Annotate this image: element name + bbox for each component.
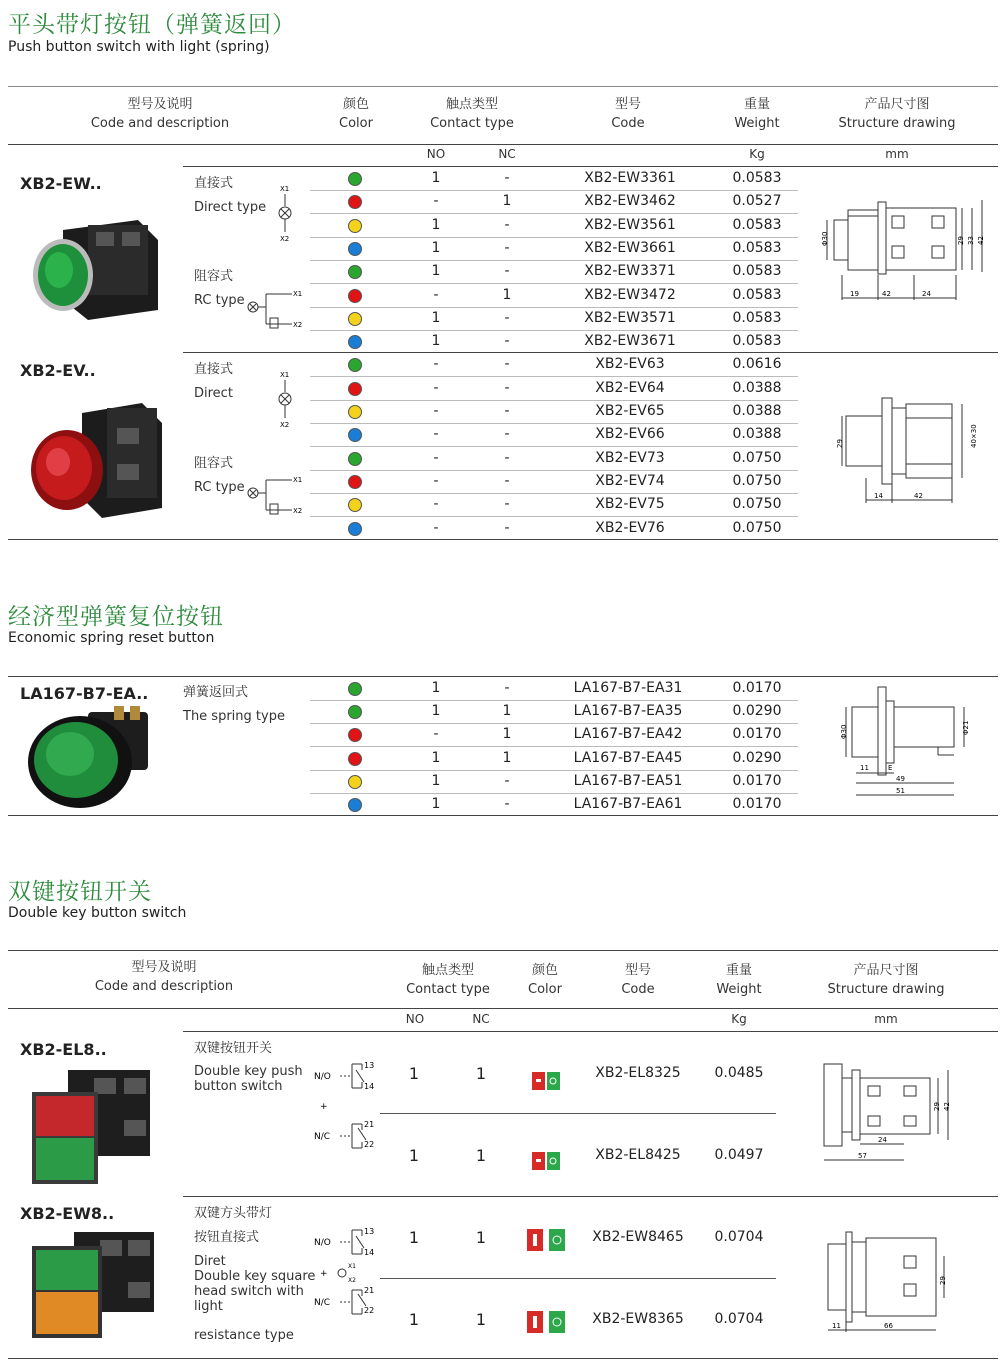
contact-no-cell: - <box>433 519 439 536</box>
svg-text:N/O: N/O <box>314 1238 331 1248</box>
code-cell: XB2-EW3472 <box>584 286 676 303</box>
unit-kg: Kg <box>731 1012 747 1026</box>
subtype-cn: 按钮直接式 <box>194 1230 260 1245</box>
svg-text:29: 29 <box>957 236 965 245</box>
section3-title: 双键按钮开关 <box>8 879 152 905</box>
contact-nc-cell: - <box>504 449 510 466</box>
code-cell: XB2-EW3462 <box>584 193 676 210</box>
weight-cell: 0.0583 <box>732 286 782 303</box>
unit-kg: Kg <box>749 147 765 161</box>
code-cell: LA167-B7-EA35 <box>573 703 683 720</box>
contact-no-cell: 1 <box>431 749 441 766</box>
contact-no-cell: 1 <box>408 1146 420 1165</box>
svg-text:13: 13 <box>364 1061 375 1070</box>
section2-title: 经济型弹簧复位按钮 <box>8 604 224 630</box>
double-key-button-image <box>28 1064 158 1188</box>
subtype-en: The spring type <box>183 709 285 724</box>
contact-nc-cell: - <box>504 309 510 326</box>
contact-nc-cell: - <box>504 263 510 280</box>
weight-cell: 0.0170 <box>732 772 782 789</box>
color-indicator-icon <box>348 289 362 303</box>
structure-drawing <box>812 180 992 305</box>
svg-text:29: 29 <box>939 1276 947 1285</box>
contact-no-cell: 1 <box>431 239 441 256</box>
divider <box>183 1031 998 1032</box>
svg-text:E: E <box>888 764 893 772</box>
code-cell: LA167-B7-EA61 <box>573 796 683 812</box>
color-indicator-icon <box>348 195 362 209</box>
svg-text:42: 42 <box>943 1102 951 1111</box>
color-indicator-icon <box>348 682 362 696</box>
svg-text:40×30: 40×30 <box>970 424 978 448</box>
weight-cell: 0.0750 <box>732 496 782 513</box>
code-cell: XB2-EW3361 <box>584 170 676 186</box>
contact-nc-cell: - <box>504 519 510 536</box>
code-cell: XB2-EL8325 <box>595 1065 681 1081</box>
svg-text:21: 21 <box>364 1286 375 1295</box>
rc-circuit-icon <box>244 286 308 334</box>
divider <box>183 352 998 353</box>
svg-text:24: 24 <box>878 1136 887 1144</box>
header-drawing: 产品尺寸图 Structure drawing <box>838 97 956 131</box>
svg-text:57: 57 <box>858 1152 867 1160</box>
subtype-cn: 直接式 <box>194 176 234 191</box>
code-cell: XB2-EV64 <box>595 379 665 396</box>
color-indicator-icon <box>348 705 362 719</box>
contact-no-cell: 1 <box>431 772 441 789</box>
weight-cell: 0.0170 <box>732 726 782 743</box>
divider <box>380 1278 776 1279</box>
color-indicator-icon <box>348 382 362 396</box>
svg-text:N/O: N/O <box>314 1072 331 1082</box>
weight-cell: 0.0388 <box>732 426 782 443</box>
svg-text:X1: X1 <box>280 371 290 379</box>
color-indicator-icon <box>348 335 362 349</box>
code-cell: XB2-EW3661 <box>584 239 676 256</box>
unit-nc: NC <box>498 147 516 161</box>
weight-cell: 0.0170 <box>732 796 782 812</box>
weight-cell: 0.0583 <box>732 170 782 186</box>
color-indicator-icon <box>348 265 362 279</box>
code-cell: LA167-B7-EA42 <box>573 726 683 743</box>
contact-no-cell: 1 <box>431 333 441 350</box>
svg-text:X2: X2 <box>348 1277 356 1284</box>
weight-cell: 0.0750 <box>732 449 782 466</box>
header-model: 型号 Code <box>611 97 645 131</box>
svg-text:66: 66 <box>884 1322 893 1330</box>
svg-text:X1: X1 <box>293 476 303 484</box>
contact-nc-cell: - <box>504 379 510 396</box>
header-code: 型号及说明 Code and description <box>90 97 230 131</box>
svg-text:X2: X2 <box>280 235 290 243</box>
weight-cell: 0.0388 <box>732 403 782 419</box>
contact-no-cell: - <box>433 403 439 419</box>
code-cell: XB2-EW3371 <box>584 263 676 280</box>
contact-no-cell: - <box>433 193 439 210</box>
svg-text:Φ21: Φ21 <box>962 720 970 735</box>
weight-cell: 0.0583 <box>732 309 782 326</box>
contact-no-cell: - <box>433 286 439 303</box>
svg-text:29: 29 <box>836 439 844 448</box>
double-key-color-icon <box>532 1072 560 1090</box>
header-contact: 触点类型 Contact type <box>406 963 490 997</box>
divider <box>183 1196 998 1197</box>
contact-no-cell: 1 <box>431 263 441 280</box>
code-cell: XB2-EW8365 <box>592 1311 684 1327</box>
svg-text:51: 51 <box>896 787 905 795</box>
color-indicator-icon <box>348 775 362 789</box>
subtype-cn: 双键方头带灯 <box>194 1206 273 1221</box>
subtype-en: resistance type <box>194 1328 294 1343</box>
contact-no-cell: - <box>433 496 439 513</box>
contact-nc-cell: - <box>504 496 510 513</box>
code-cell: XB2-EW3671 <box>584 333 676 350</box>
color-indicator-icon <box>348 219 362 233</box>
svg-text:+: + <box>320 1269 328 1279</box>
color-indicator-icon <box>348 428 362 442</box>
svg-text:Φ30: Φ30 <box>840 724 848 739</box>
code-cell: XB2-EV65 <box>595 403 665 419</box>
code-cell: XB2-EV75 <box>595 496 665 513</box>
header-weight: 重量 Weight <box>716 963 762 997</box>
svg-text:X1: X1 <box>348 1263 356 1270</box>
svg-text:14: 14 <box>874 492 883 500</box>
contact-nc-cell: - <box>504 356 510 373</box>
contact-no-cell: 1 <box>431 309 441 326</box>
weight-cell: 0.0388 <box>732 379 782 396</box>
code-cell: LA167-B7-EA31 <box>573 680 683 696</box>
contact-nc-cell: 1 <box>502 726 512 743</box>
contact-nc-cell: 1 <box>475 1146 487 1165</box>
svg-text:N/C: N/C <box>314 1298 331 1308</box>
svg-text:22: 22 <box>364 1140 375 1149</box>
svg-text:42: 42 <box>882 290 891 298</box>
code-cell: XB2-EV73 <box>595 449 665 466</box>
weight-cell: 0.0290 <box>732 703 782 720</box>
code-cell: LA167-B7-EA51 <box>573 772 683 789</box>
contact-no-cell: 1 <box>408 1064 420 1083</box>
contact-no-cell: - <box>433 472 439 489</box>
svg-text:42: 42 <box>977 236 985 245</box>
color-indicator-icon <box>348 358 362 372</box>
contact-nc-cell: - <box>504 170 510 186</box>
contact-no-cell: 1 <box>408 1310 420 1329</box>
weight-cell: 0.0485 <box>714 1065 764 1081</box>
contact-nc-cell: - <box>504 333 510 350</box>
subtype-en: Double key push <box>194 1064 303 1079</box>
svg-text:49: 49 <box>896 775 905 783</box>
header-weight: 重量 Weight <box>734 97 780 131</box>
contact-nc-cell: - <box>504 403 510 419</box>
svg-text:X2: X2 <box>293 507 303 515</box>
svg-text:N/C: N/C <box>314 1132 331 1142</box>
header-color: 颜色 Color <box>339 97 373 131</box>
section1-title: 平头带灯按钮（弹簧返回） <box>8 12 296 38</box>
header-model: 型号 Code <box>621 963 655 997</box>
contact-no-cell: 1 <box>431 170 441 186</box>
weight-cell: 0.0616 <box>732 356 782 373</box>
subtype-cn: 直接式 <box>194 362 234 377</box>
divider <box>8 815 998 816</box>
subtype-cn: 双键按钮开关 <box>194 1041 273 1056</box>
weight-cell: 0.0704 <box>714 1229 764 1245</box>
weight-cell: 0.0527 <box>732 193 782 210</box>
header-drawing: 产品尺寸图 Structure drawing <box>827 963 945 997</box>
weight-cell: 0.0290 <box>732 749 782 766</box>
subtype-en: button switch <box>194 1079 283 1094</box>
code-cell: XB2-EW3571 <box>584 309 676 326</box>
svg-text:X2: X2 <box>293 321 303 329</box>
rc-circuit-icon <box>244 472 308 520</box>
contact-no-cell: 1 <box>431 703 441 720</box>
code-cell: XB2-EV63 <box>595 356 665 373</box>
contact-no-cell: - <box>433 379 439 396</box>
svg-text:14: 14 <box>364 1248 375 1257</box>
svg-text:X2: X2 <box>280 421 290 429</box>
subtype-en: Double key square <box>194 1269 316 1284</box>
contact-no-cell: - <box>433 426 439 443</box>
divider <box>380 1113 776 1114</box>
divider <box>8 950 998 951</box>
svg-text:24: 24 <box>922 290 931 298</box>
contact-symbol-icon <box>312 1056 382 1148</box>
color-indicator-icon <box>348 452 362 466</box>
model-name: XB2-EW.. <box>20 174 102 193</box>
color-indicator-icon <box>348 172 362 186</box>
contact-no-cell: - <box>433 356 439 373</box>
contact-no-cell: 1 <box>431 680 441 696</box>
double-key-color-icon <box>532 1152 560 1170</box>
header-code: 型号及说明 Code and description <box>94 960 234 994</box>
svg-text:22: 22 <box>364 1306 375 1315</box>
direct-circuit-icon <box>270 368 300 430</box>
svg-text:21: 21 <box>364 1120 375 1129</box>
contact-nc-cell: 1 <box>502 749 512 766</box>
svg-text:X1: X1 <box>293 290 303 298</box>
svg-text:+: + <box>320 1102 328 1112</box>
svg-text:11: 11 <box>860 764 869 772</box>
subtype-en: Diret <box>194 1254 226 1269</box>
subtype-cn: 弹簧返回式 <box>183 685 249 700</box>
contact-nc-cell: 1 <box>475 1064 487 1083</box>
subtype-en: Direct <box>194 386 233 401</box>
svg-text:13: 13 <box>364 1227 375 1236</box>
model-name: XB2-EW8.. <box>20 1204 115 1223</box>
structure-drawing <box>830 683 980 801</box>
code-cell: XB2-EW8465 <box>592 1229 684 1245</box>
model-name: LA167-B7-EA.. <box>20 684 149 703</box>
weight-cell: 0.0497 <box>714 1147 764 1163</box>
contact-nc-cell: - <box>504 239 510 256</box>
green-spring-button-image <box>18 704 168 812</box>
double-key-lit-button-image <box>30 1228 160 1342</box>
section3-subtitle: Double key button switch <box>8 905 187 921</box>
section2-subtitle: Economic spring reset button <box>8 630 215 646</box>
structure-drawing <box>818 1222 968 1334</box>
unit-nc: NC <box>472 1012 490 1026</box>
contact-no-cell: - <box>433 726 439 743</box>
code-cell: XB2-EV74 <box>595 472 665 489</box>
contact-no-cell: 1 <box>431 796 441 812</box>
color-indicator-icon <box>348 242 362 256</box>
subtype-en: RC type <box>194 480 245 495</box>
contact-symbol-icon <box>312 1222 382 1316</box>
double-key-color-icon <box>527 1229 565 1251</box>
model-name: XB2-EL8.. <box>20 1040 107 1059</box>
weight-cell: 0.0583 <box>732 216 782 233</box>
structure-drawing <box>818 1056 968 1168</box>
code-cell: LA167-B7-EA45 <box>573 749 683 766</box>
color-indicator-icon <box>348 798 362 812</box>
header-color: 颜色 Color <box>528 963 562 997</box>
divider <box>8 144 998 145</box>
green-push-button-image <box>18 210 168 330</box>
weight-cell: 0.0750 <box>732 519 782 536</box>
contact-nc-cell: - <box>504 772 510 789</box>
unit-mm: mm <box>885 147 909 161</box>
direct-circuit-icon <box>270 182 300 244</box>
color-indicator-icon <box>348 498 362 512</box>
contact-nc-cell: - <box>504 680 510 696</box>
color-indicator-icon <box>348 752 362 766</box>
color-indicator-icon <box>348 312 362 326</box>
weight-cell: 0.0583 <box>732 333 782 350</box>
contact-no-cell: - <box>433 449 439 466</box>
code-cell: XB2-EW3561 <box>584 216 676 233</box>
model-name: XB2-EV.. <box>20 361 96 380</box>
red-pilot-light-image <box>22 398 172 528</box>
svg-text:X1: X1 <box>280 185 290 193</box>
code-cell: XB2-EV66 <box>595 426 665 443</box>
subtype-cn: 阻容式 <box>194 456 234 471</box>
contact-nc-cell: 1 <box>502 286 512 303</box>
contact-no-cell: 1 <box>408 1228 420 1247</box>
subtype-en: RC type <box>194 293 245 308</box>
subtype-cn: 阻容式 <box>194 269 234 284</box>
contact-nc-cell: - <box>504 472 510 489</box>
divider <box>8 539 998 540</box>
structure-drawing <box>826 378 976 508</box>
contact-nc-cell: - <box>504 216 510 233</box>
header-contact: 触点类型 Contact type <box>430 97 514 131</box>
unit-no: NO <box>426 147 446 161</box>
color-indicator-icon <box>348 475 362 489</box>
contact-nc-cell: 1 <box>502 193 512 210</box>
svg-text:Φ30: Φ30 <box>821 231 829 246</box>
weight-cell: 0.0583 <box>732 263 782 280</box>
contact-nc-cell: 1 <box>475 1310 487 1329</box>
code-cell: XB2-EL8425 <box>595 1147 681 1163</box>
divider <box>8 86 998 87</box>
divider <box>8 1358 998 1359</box>
divider <box>8 1008 998 1009</box>
contact-nc-cell: - <box>504 426 510 443</box>
svg-text:29: 29 <box>933 1102 941 1111</box>
svg-text:19: 19 <box>850 290 859 298</box>
svg-text:42: 42 <box>914 492 923 500</box>
weight-cell: 0.0750 <box>732 472 782 489</box>
weight-cell: 0.0583 <box>732 239 782 256</box>
section1-subtitle: Push button switch with light (spring) <box>8 39 270 55</box>
weight-cell: 0.0170 <box>732 680 782 696</box>
unit-mm: mm <box>874 1012 898 1026</box>
subtype-en: Direct type <box>194 200 267 215</box>
contact-no-cell: 1 <box>431 216 441 233</box>
subtype-en: light <box>194 1299 223 1314</box>
color-indicator-icon <box>348 405 362 419</box>
contact-nc-cell: 1 <box>502 703 512 720</box>
subtype-en: head switch with <box>194 1284 304 1299</box>
code-cell: XB2-EV76 <box>595 519 665 536</box>
unit-no: NO <box>405 1012 425 1026</box>
double-key-color-icon <box>527 1311 565 1333</box>
weight-cell: 0.0704 <box>714 1311 764 1327</box>
contact-nc-cell: 1 <box>475 1228 487 1247</box>
svg-text:11: 11 <box>832 1322 841 1330</box>
color-indicator-icon <box>348 522 362 536</box>
svg-text:33: 33 <box>967 236 975 245</box>
contact-nc-cell: - <box>504 796 510 812</box>
svg-text:14: 14 <box>364 1082 375 1091</box>
color-indicator-icon <box>348 728 362 742</box>
